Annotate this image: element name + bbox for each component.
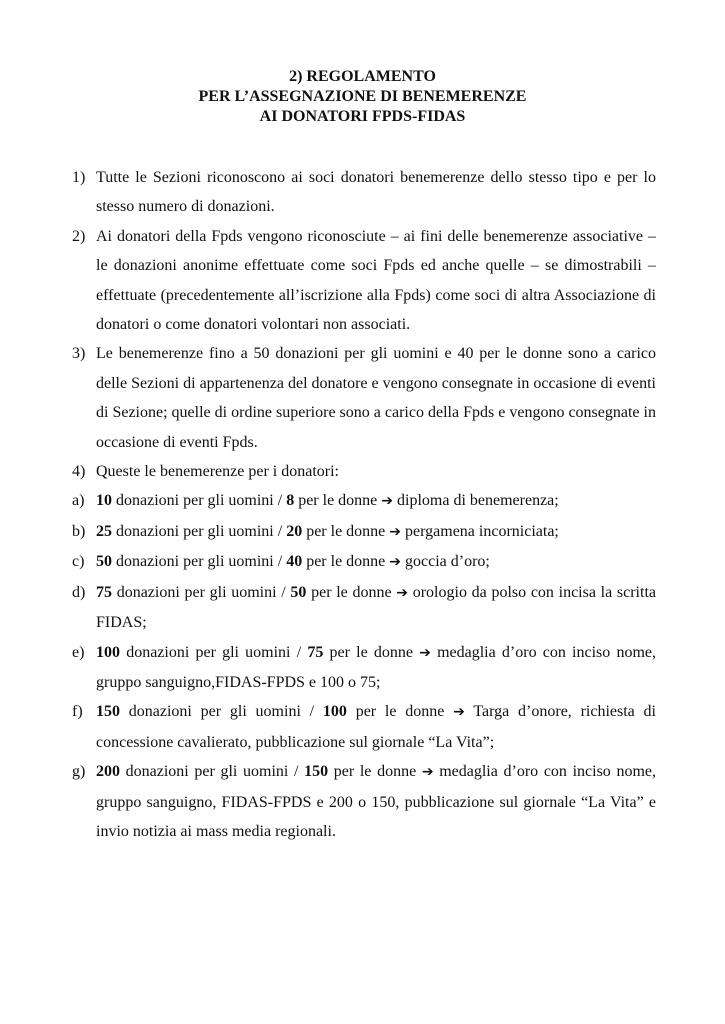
award-item-a [72, 486, 656, 516]
rule-text: Queste le benemerenze per i donatori: [96, 463, 339, 481]
award-text: donazioni per gli uomini / [112, 553, 287, 571]
award-men-count: 75 [96, 583, 112, 601]
award-marker: c) [72, 553, 85, 571]
award-text: per le donne [306, 583, 397, 601]
award-item-f [72, 697, 656, 757]
rule-marker: 4) [72, 463, 86, 481]
award-marker: a) [72, 492, 85, 510]
title-line-1: 2) REGOLAMENTO [289, 68, 436, 85]
award-description: Targa d’onore, richiesta di concessione cavalierato, pubblicazione sul giornale “La Vita”; [96, 703, 657, 751]
award-item-c [72, 547, 656, 577]
arrow-right-icon: ➔ [396, 584, 409, 601]
award-text: donazioni per gli uomini / [112, 492, 287, 510]
award-text: per le donne [302, 553, 390, 571]
award-description: pergamena incorniciata; [401, 522, 559, 540]
award-text: donazioni per gli uomini / [112, 583, 291, 601]
rule-item-1 [72, 163, 656, 222]
award-men-count: 200 [96, 763, 120, 781]
arrow-right-icon: ➔ [419, 644, 431, 661]
award-marker: b) [72, 522, 86, 540]
award-marker: d) [72, 583, 86, 601]
award-text: donazioni per gli uomini / [120, 643, 308, 661]
award-text: per le donne [323, 643, 420, 661]
award-text: per le donne [302, 522, 390, 540]
award-women-count: 40 [286, 553, 303, 571]
rule-item-3 [72, 339, 656, 457]
award-description: diploma di benemerenza; [393, 492, 559, 510]
document-title [0, 67, 725, 127]
rules-list [72, 163, 656, 846]
award-men-count: 100 [96, 643, 120, 661]
award-women-count: 20 [286, 522, 303, 540]
award-item-d [72, 578, 656, 638]
award-text: per le donne [328, 763, 422, 781]
title-line-2: PER L’ASSEGNAZIONE DI BENEMERENZE [198, 88, 527, 105]
award-description: orologio da polso con incisa la scritta FIDAS; [96, 583, 656, 632]
title-line-3: AI DONATORI FPDS-FIDAS [259, 108, 466, 125]
award-women-count: 100 [322, 703, 347, 721]
arrow-right-icon: ➔ [389, 554, 402, 571]
award-women-count: 150 [304, 763, 329, 781]
rule-marker: 1) [72, 169, 86, 186]
award-marker: e) [72, 643, 85, 661]
rule-text: Le benemerenze fino a 50 donazioni per gli uomini e 40 per le donne sono a carico delle Sezioni di appartenenza del donatore e vengono consegnate in occasione di eventi di Sezione; quelle di ordine superiore sono a carico della Fpds e vengono consegnate in occasione di eventi Fpds. [96, 345, 656, 451]
rule-marker: 2) [72, 227, 86, 245]
award-marker: f) [72, 703, 83, 721]
arrow-right-icon: ➔ [453, 704, 465, 721]
arrow-right-icon: ➔ [421, 764, 434, 781]
award-men-count: 10 [96, 492, 112, 510]
award-men-count: 25 [96, 522, 112, 540]
award-text: donazioni per gli uomini / [120, 703, 323, 721]
award-women-count: 50 [290, 583, 307, 601]
award-women-count: 75 [307, 643, 324, 661]
rule-marker: 3) [72, 345, 86, 363]
award-text: donazioni per gli uomini / [120, 763, 305, 781]
award-marker: g) [72, 763, 86, 781]
rule-item-2 [72, 222, 656, 340]
award-men-count: 50 [96, 553, 112, 571]
award-text: per le donne [294, 492, 382, 510]
award-text: donazioni per gli uomini / [112, 522, 287, 540]
arrow-right-icon: ➔ [381, 493, 394, 510]
rule-text: Tutte le Sezioni riconoscono ai soci donatori benemerenze dello stesso tipo e per lo stesso numero di donazioni. [96, 169, 656, 216]
award-item-b [72, 517, 656, 547]
award-item-g [72, 757, 656, 846]
arrow-right-icon: ➔ [389, 523, 402, 540]
award-description: medaglia d’oro con inciso nome, gruppo sanguigno,FIDAS-FPDS e 100 o 75; [96, 643, 656, 691]
award-description: goccia d’oro; [401, 553, 490, 571]
award-women-count: 8 [286, 492, 295, 510]
award-description: medaglia d’oro con inciso nome, gruppo sanguigno, FIDAS-FPDS e 200 o 150, pubblicazione sul giornale “La Vita” e invio notizia ai mass media regionali. [96, 763, 656, 840]
award-item-e [72, 638, 656, 698]
rule-text: Ai donatori della Fpds vengono riconosciute – ai fini delle benemerenze associative – le donazioni anonime effettuate come soci Fpds ed anche quelle – se dimostrabili – effettuate (precedentemente all’iscrizione alla Fpds) come soci di altra Associazione di donatori o come donatori volontari non associati. [96, 227, 656, 334]
award-men-count: 150 [96, 703, 120, 721]
award-text: per le donne [346, 703, 454, 721]
rule-item-4 [72, 457, 656, 486]
